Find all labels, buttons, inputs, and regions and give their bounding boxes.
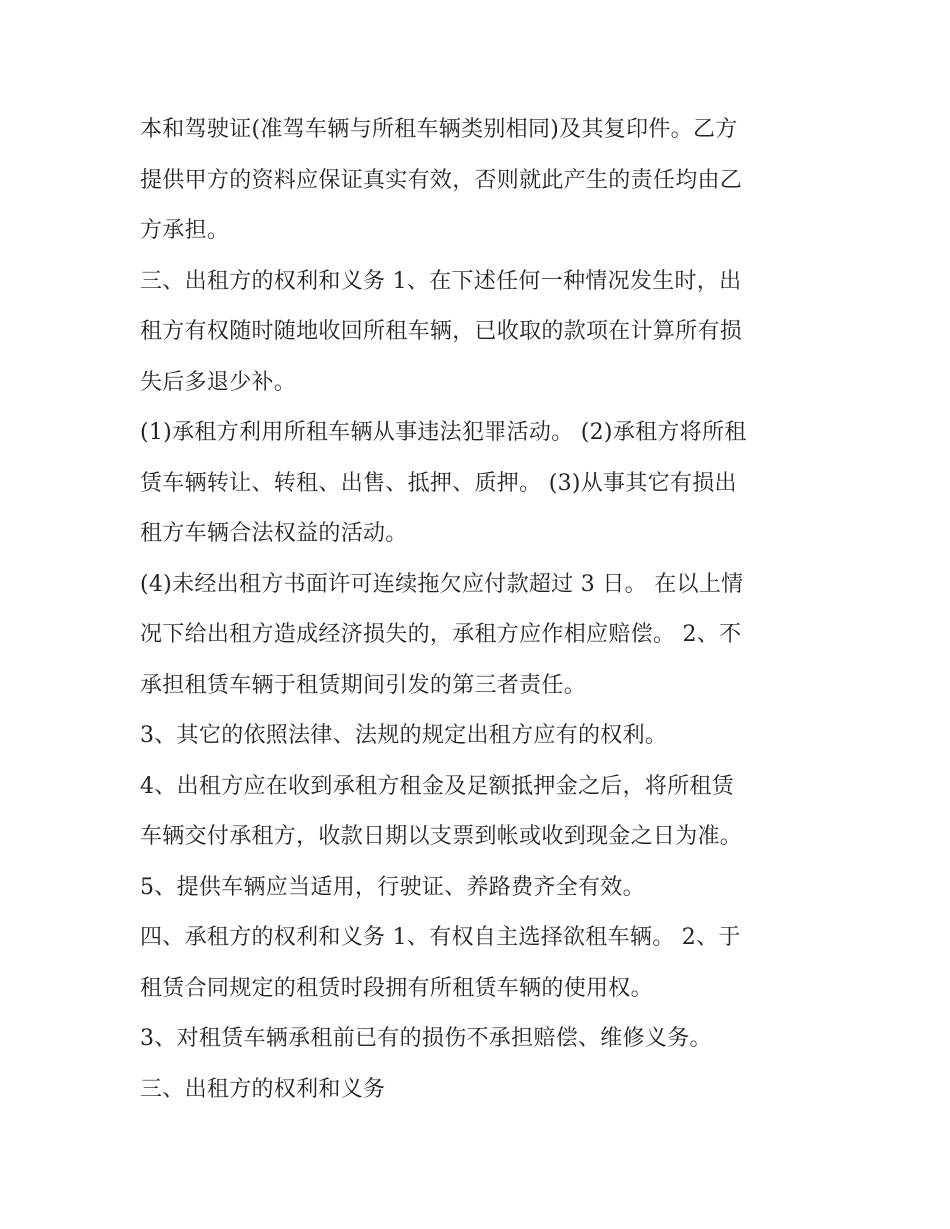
text-line: 3、其它的依照法律、法规的规定出租方应有的权利。 xyxy=(140,723,668,748)
text-line: (1)承租方利用所租车辆从事违法犯罪活动。 (2)承租方将所租 xyxy=(140,420,747,445)
text-line: 承担租赁车辆于租赁期间引发的第三者责任。 xyxy=(140,672,587,698)
text-line: (4)未经出租方书面许可连续拖欠应付款超过 3 日。 在以上情 xyxy=(140,571,744,597)
section-heading-line: 三、出租方的权利和义务 1、在下述任何一种情况发生时，出 xyxy=(140,268,742,294)
text-line: 方承担。 xyxy=(140,218,230,243)
text-line: 5、提供车辆应当适用，行驶证、养路费齐全有效。 xyxy=(140,874,645,900)
text-line: 租方有权随时随地收回所租车辆，已收取的款项在计算所有损 xyxy=(140,319,743,344)
text-line: 租赁合同规定的租赁时段拥有所租赁车辆的使用权。 xyxy=(140,975,653,1001)
text-line: 赁车辆转让、转租、出售、抵押、质押。 (3)从事其它有损出 xyxy=(140,470,737,496)
section-heading-line: 三、出租方的权利和义务 xyxy=(140,1076,386,1102)
text-line: 3、对租赁车辆承租前已有的损伤不承担赔偿、维修义务。 xyxy=(140,1026,712,1051)
text-line: 失后多退少补。 xyxy=(140,369,297,395)
document-body xyxy=(140,105,820,1115)
text-line: 4、出租方应在收到承租方租金及足额抵押金之后，将所租赁 xyxy=(140,773,735,799)
text-line: 况下给出租方造成经济损失的，承租方应作相应赔偿。 2、不 xyxy=(140,622,742,647)
text-line: 本和驾驶证(准驾车辆与所租车辆类别相同)及其复印件。乙方 xyxy=(140,117,738,142)
text-line: 提供甲方的资料应保证真实有效，否则就此产生的责任均由乙 xyxy=(140,167,743,193)
text-line: 车辆交付承租方，收款日期以支票到帐或收到现金之日为准。 xyxy=(140,824,743,849)
text-line: 租方车辆合法权益的活动。 xyxy=(140,521,408,546)
section-heading-line: 四、承租方的权利和义务 1、有权自主选择欲租车辆。 2、于 xyxy=(140,925,741,950)
